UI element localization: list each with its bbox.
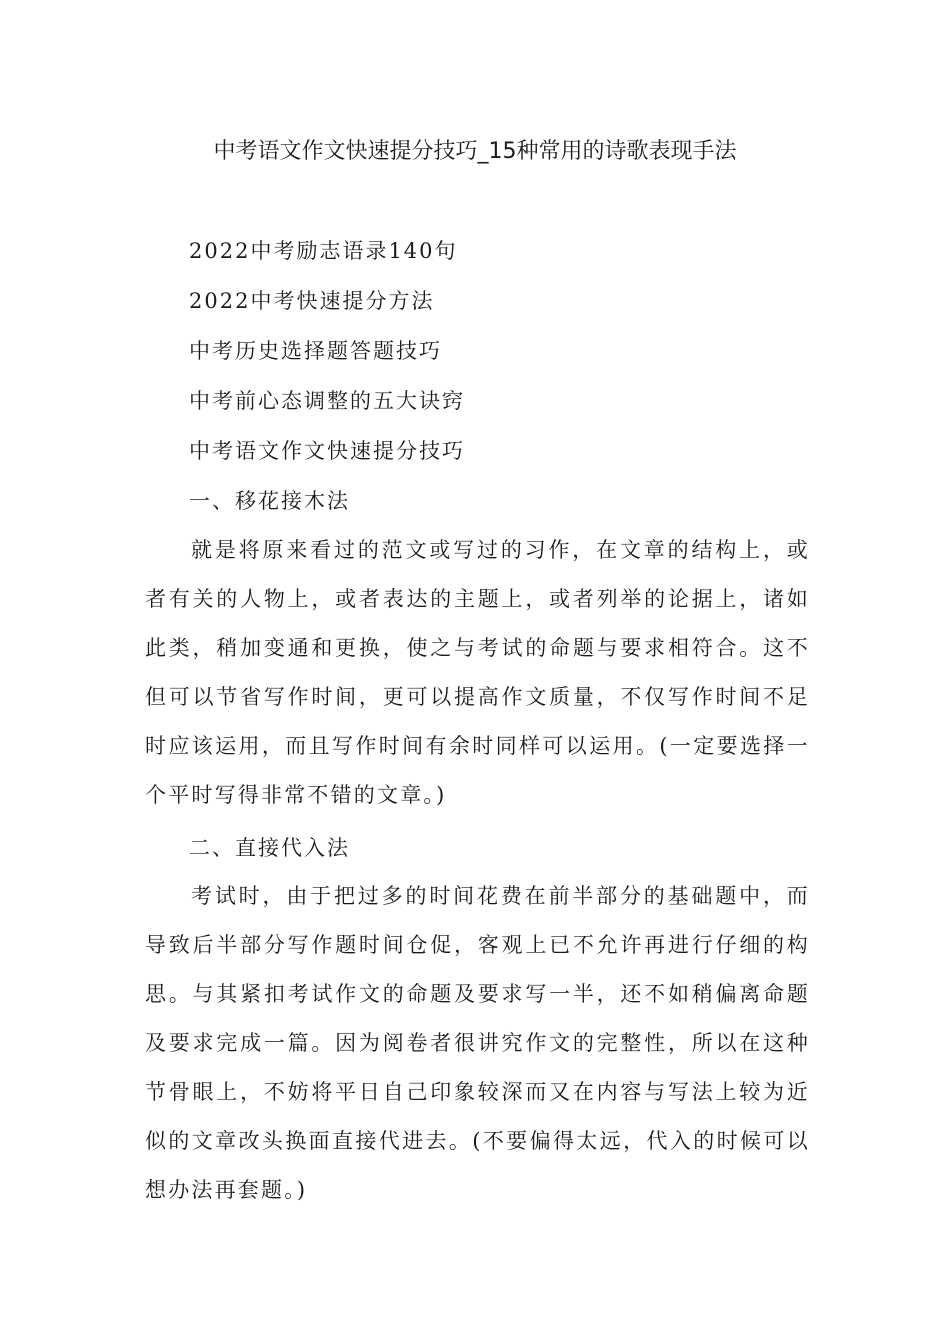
related-link-3[interactable]: 中考历史选择题答题技巧 [189,339,442,363]
section-heading-2: 二、直接代入法 [189,836,350,860]
related-link-4[interactable]: 中考前心态调整的五大诀窍 [189,389,465,413]
section-heading-1: 一、移花接木法 [189,489,350,513]
section-2-paragraph: 考试时，由于把过多的时间花费在前半部分的基础题中，而导致后半部分写作题时间仓促，客观上已不允许再进行仔细的构思。与其紧扣考试作文的命题及要求写一半，还不如稍偏离命题及要求完成一篇。因为阅卷者很讲究作文的完整性，所以在这种节骨眼上，不妨将平日自己印象较深而又在内容与写法上较为近似的文章改头换面直接代进去。(不要偏得太远，代入的时候可以想办法再套题。) [145,884,810,1202]
section-2 [145,872,810,1215]
section-1-paragraph: 就是将原来看过的范文或写过的习作，在文章的结构上，或者有关的人物上，或者表达的主题上，或者列举的论据上，诸如此类，稍加变通和更换，使之与考试的命题与要求相符合。这不但可以节省写作时间，更可以提高作文质量，不仅写作时间不足时应该运用，而且写作时间有余时同样可以运用。(一定要选择一个平时写得非常不错的文章。) [145,538,810,807]
related-link-2[interactable]: 2022中考快速提分方法 [189,289,435,313]
related-link-1[interactable]: 2022中考励志语录140句 [189,239,458,263]
related-links-list [189,233,829,483]
document-title: 中考语文作文快速提分技巧_15种常用的诗歌表现手法 [213,139,737,164]
section-1 [145,526,810,820]
related-link-5[interactable]: 中考语文作文快速提分技巧 [189,439,465,463]
